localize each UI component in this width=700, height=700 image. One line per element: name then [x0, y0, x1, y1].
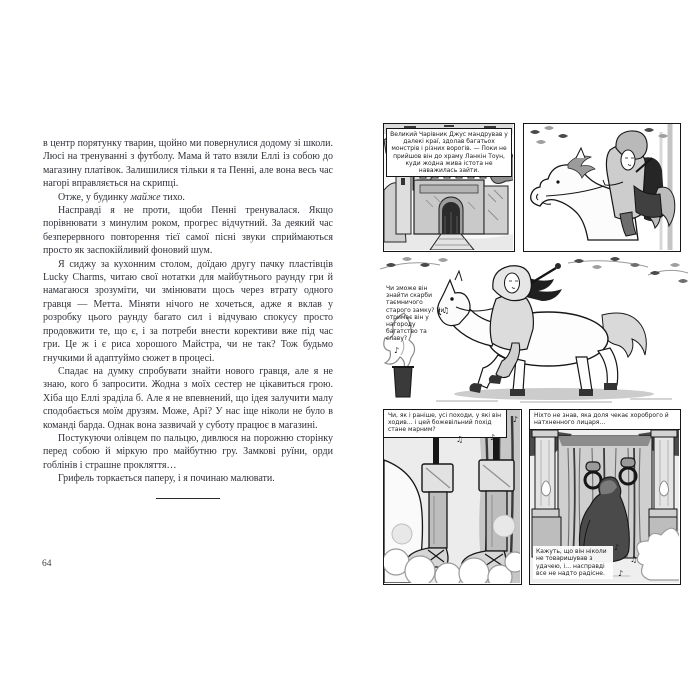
paragraph: Насправді я не проти, щоби Пенні тренувалася. Якщо порівнювати з минулим роком, прогрес відчутний. За деякий час безперервного повторення тієї самої пісні звуки сприймаються просто як заспокійливий фоновий шум. [43, 205, 333, 257]
music-note-icon: ♫ [630, 555, 638, 564]
left-page-text [43, 137, 333, 499]
caption-box: Великий Чарівник Джус мандрував у далекі краї, здолав багатьох монстрів і різних ворогів. — Поки не прийшов він до храму Ланкін Тоун, куди жодна жива істота не наважилась зайти. [386, 128, 512, 177]
scene-break-divider [156, 498, 220, 499]
paragraph: Спадає на думку спробувати знайти нового гравця, але я не знаю, кого б запросити. Жодна з моїх сестер не цікавиться грою. Хіба що Еллі зраділа б. Але я не впевнений, що ідея залучити малу сподобається моїм друзям. Може, Арі? У нас іще ніколи не було в команді барда. Однак вона зазвичай у суботу працює в магазині. [43, 365, 333, 431]
italic-word: майже [130, 191, 161, 203]
paragraph: Я сиджу за кухонним столом, доїдаю другу пачку пластівців Lucky Charms, читаю свої нотатки для майбутнього раунду гри й намагаюся зрозуміти, чи змінювати щось через втрату одного гравця — Метта. Міняти нічого не хочеться, адже я вклав у розробку цього раунду багато сил і відчуваю спокусу просто продовжити те, що є, і за потреби внести корективи вже під час гри. Це ж і є риса хорошого Майстра, чи не так? Тож будьмо гнучкими й адаптуймо сюжет в процесі. [43, 258, 333, 364]
paragraph-text: Отже, у будинку [58, 191, 131, 203]
horse-and-bard-illustration [438, 263, 647, 396]
leaves-decoration [380, 257, 688, 283]
music-note-icon: ♪ [512, 415, 518, 424]
comic-panel-boots [383, 409, 522, 585]
comic-panel-castle-gate [383, 123, 515, 252]
comic-panel-rider-portrait [523, 123, 681, 252]
caption-text: Кажуть, що він ніколи не товаришував з удачею, і… насправді все не надто радісне. [533, 546, 613, 579]
page-number: 64 [42, 559, 52, 569]
comic-open-panel-riding [378, 255, 690, 403]
music-note-icon: ♫ [456, 435, 464, 444]
music-note-icon: ♪ [490, 433, 496, 442]
music-note-icon: ♫ [442, 306, 450, 315]
comic-panel-door-scene [529, 409, 681, 585]
caption-box: Ніхто не знав, яка доля чекає хороброго й натхненного лицаря… [530, 410, 680, 430]
music-note-icon: ♪ [614, 543, 620, 552]
horse-rider-illustration [524, 124, 679, 250]
paragraph-text: тихо. [160, 191, 185, 203]
music-note-icon: ♪ [618, 569, 624, 578]
paragraph: Грифель торкається паперу, і я починаю малювати. [58, 473, 275, 485]
paragraph: Постукуючи олівцем по пальцю, дивлюся на порожню сторінку перед собою й міркую про майбутню гру. Замкові руїни, орди гоблінів і страшне прокляття… [43, 432, 333, 471]
caption-text: Чи зможе він знайти скарби таємничого старого замку? Чи отримає він у нагороду багатство та славу? [386, 285, 445, 343]
music-note-icon: ♪ [394, 346, 400, 355]
caption-box: Чи, як і раніше, усі походи, у які він ходив… і цей божевільний похід стане марним? [384, 410, 507, 438]
paragraph: в центр порятунку тварин, щойно ми повернулися додому зі школи. Люсі на тренуванні з футболу. Мама й тато взяли Еллі із собою до магазину платівок. Залишилися тільки я та Пенні, але вона весь час нагорі вправляється на скрипці. [43, 138, 333, 190]
paragraph [43, 191, 333, 204]
ground-shadow [454, 388, 654, 400]
